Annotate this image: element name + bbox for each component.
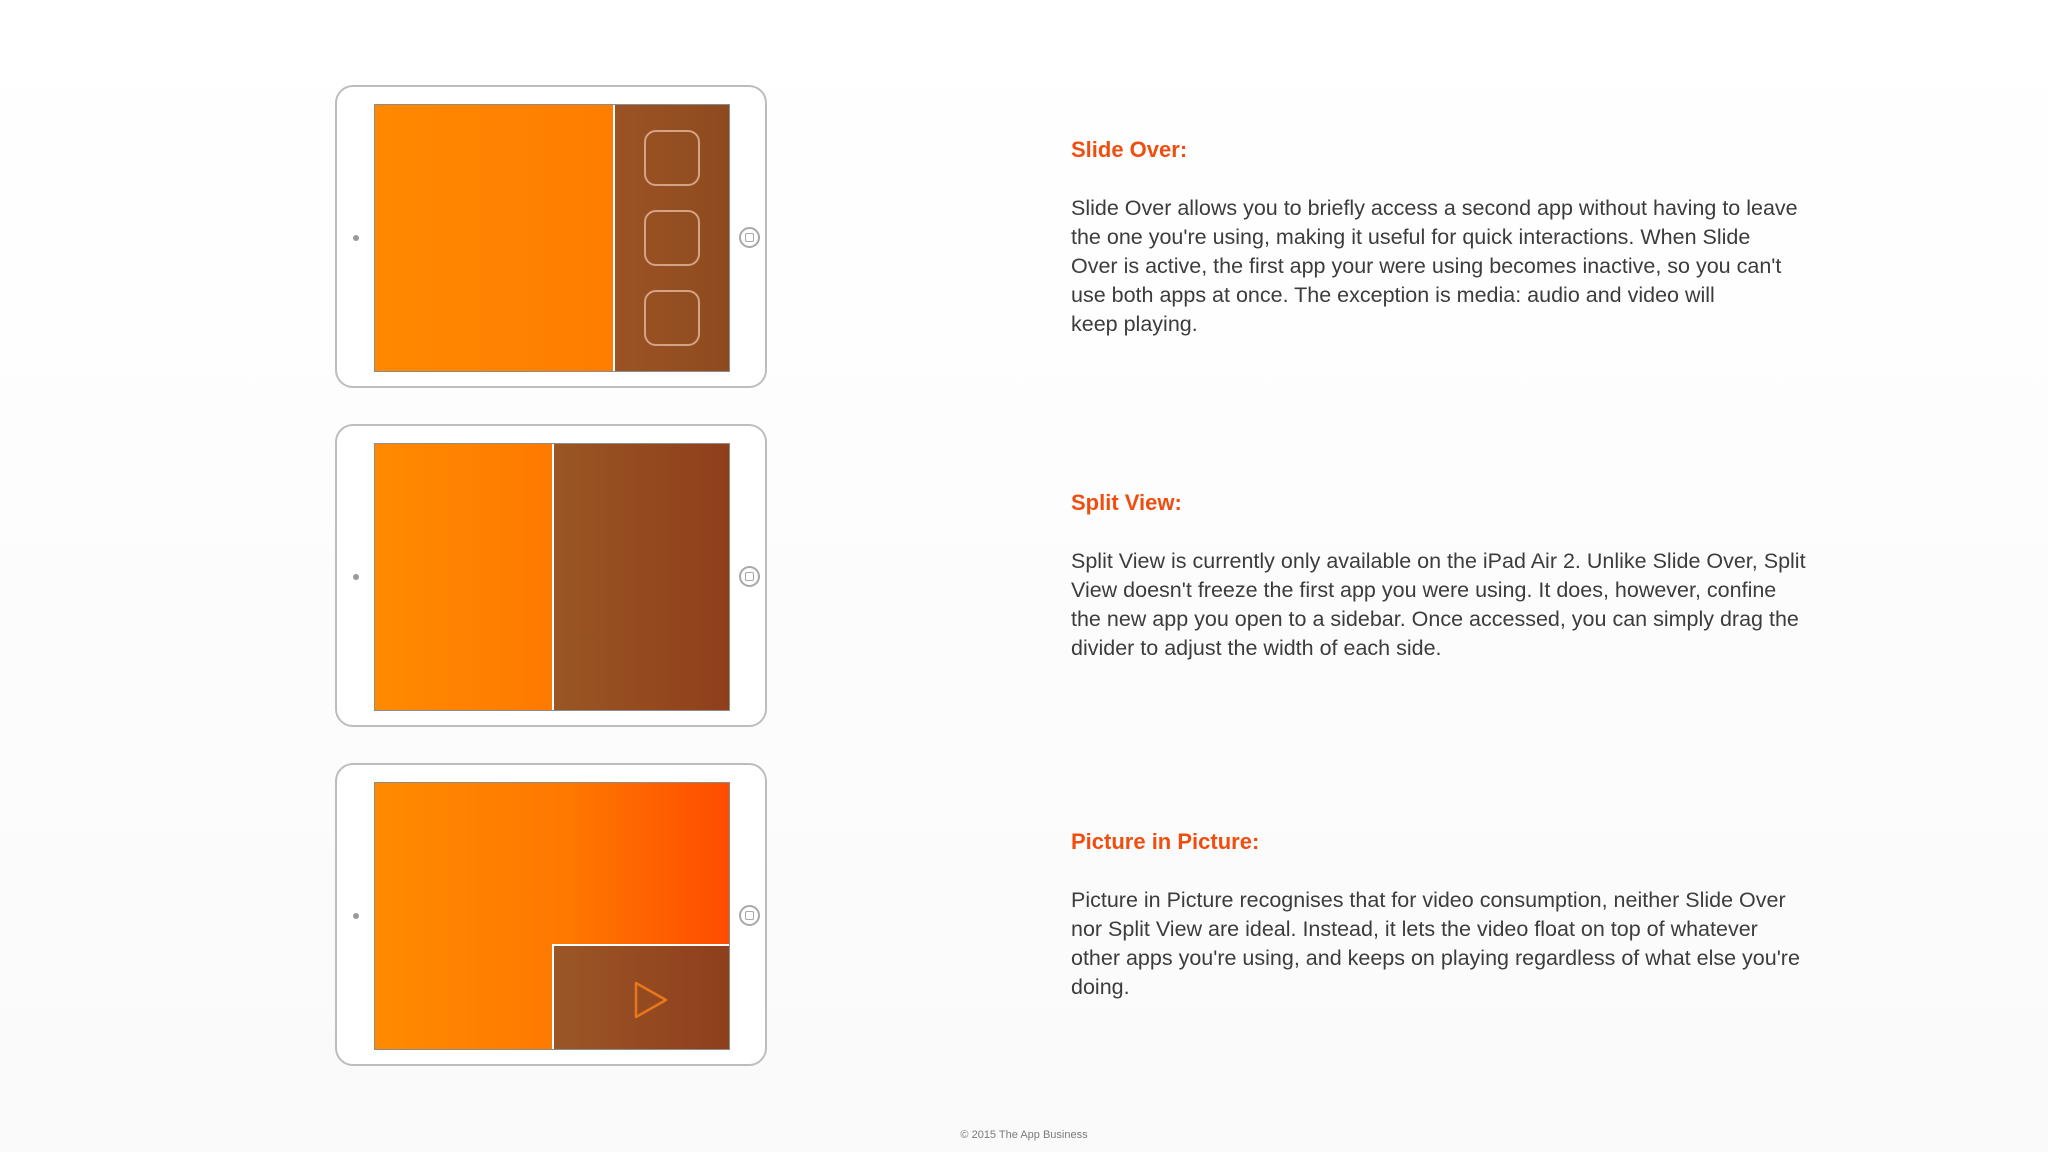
- ipad-split-view-illustration: [335, 424, 767, 727]
- split-view-primary-app: [375, 444, 552, 710]
- pip-video-window: [552, 944, 729, 1049]
- ipad-slide-over-illustration: [335, 85, 767, 388]
- split-view-secondary-app: [552, 444, 729, 710]
- camera-dot-icon: [353, 913, 359, 919]
- camera-dot-icon: [353, 235, 359, 241]
- camera-dot-icon: [353, 574, 359, 580]
- section-body: Slide Over allows you to briefly access a second app without having to leave the one you're using, making it useful for quick interactions. When Slide Over is active, the first app your were using becomes inactive, so you can't use both apps at once. The exception is media: audio and video will keep playing.: [1071, 196, 1798, 336]
- ipad-picture-in-picture-illustration: [335, 763, 767, 1066]
- section-body: Picture in Picture recognises that for video consumption, neither Slide Over nor Split View are ideal. Instead, it lets the video float on top of whatever other apps you're using, and keeps on playing regardless of what else you're doing.: [1071, 888, 1800, 999]
- home-button-icon: [739, 566, 760, 587]
- picture-in-picture-section: [1071, 828, 1901, 1002]
- section-title: Split View:: [1071, 490, 1182, 515]
- app-placeholder-icon: [644, 210, 700, 266]
- app-placeholder-icon: [644, 290, 700, 346]
- slide-over-section: [1071, 136, 1901, 339]
- slide-over-panel: [613, 105, 729, 371]
- section-body: Split View is currently only available on the iPad Air 2. Unlike Slide Over, Split View doesn't freeze the first app you were using. It does, however, confine the new app you open to a sidebar. Once accessed, you can simply drag the divider to adjust the width of each side.: [1071, 549, 1806, 660]
- copyright-footer: © 2015 The App Business: [960, 1129, 1088, 1141]
- ipad-screen: [374, 782, 730, 1050]
- section-title: Slide Over:: [1071, 137, 1188, 162]
- section-title: Picture in Picture:: [1071, 829, 1260, 854]
- split-view-section: [1071, 489, 1901, 663]
- ipad-screen: [374, 443, 730, 711]
- home-button-icon: [739, 905, 760, 926]
- home-button-icon: [739, 227, 760, 248]
- app-placeholder-icon: [644, 130, 700, 186]
- play-icon: [633, 980, 669, 1020]
- ipad-screen: [374, 104, 730, 372]
